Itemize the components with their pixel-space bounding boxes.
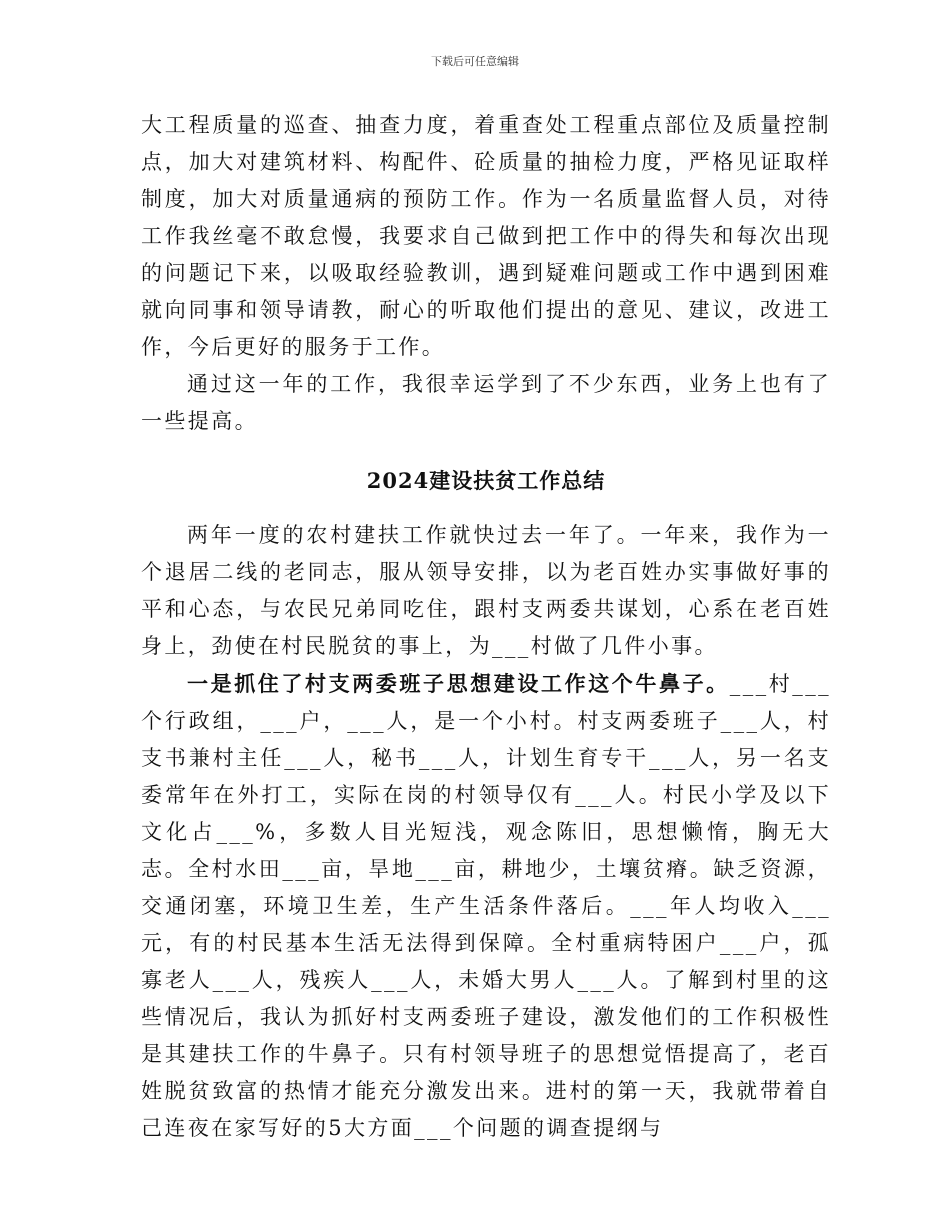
paragraph-intro: 两年一度的农村建扶工作就快过去一年了。一年来，我作为一个退居二线的老同志，服从领导安排，以为老百姓办实事做好事的平和心态，与农民兄弟同吃住，跟村支两委共谋划，心系在老百姓身上，劲使在村民脱贫的事上，为___村做了几件小事。 [141, 523, 831, 658]
section-title: 2024建设扶贫工作总结 [366, 468, 606, 493]
point-one-lead: 一是抓住了村支两委班子思想建设工作这个牛鼻子。 [187, 671, 730, 696]
page-header: 下载后可任意编辑 [431, 55, 519, 68]
document-body [141, 107, 831, 1147]
point-one-body: ___村___个行政组，___户，___人，是一个小村。村支两委班子___人，村支书兼村主任___人，秘书___人，计划生育专干___人，另一名支委常年在外打工，实际在岗的村领导仅有___人。村民小学及以下文化占___%，多数人目光短浅，观念陈旧，思想懒惰，胸无大志。全村水田___亩，旱地___亩，耕地少，土壤贫瘠。缺乏资源，交通闭塞，环境卫生差，生产生活条件落后。___年人均收入___元，有的村民基本生活无法得到保障。全村重病特困户___户，孤寡老人___人，残疾人___人，未婚大男人___人。了解到村里的这些情况后，我认为抓好村支两委班子建设，激发他们的工作积极性是其建扶工作的牛鼻子。只有村领导班子的思想觉悟提高了，老百姓脱贫致富的热情才能充分激发出来。进村的第一天，我就带着自己连夜在家写好的5大方面___个问题的调查提纲与 [141, 672, 831, 1140]
paragraph-point-one [141, 665, 831, 1147]
paragraph-year-summary: 通过这一年的工作，我很幸运学到了不少东西，业务上也有了一些提高。 [141, 372, 831, 433]
paragraph-quality-supervision: 大工程质量的巡查、抽查力度，着重查处工程重点部位及质量控制点，加大对建筑材料、构配件、砼质量的抽检力度，严格见证取样制度，加大对质量通病的预防工作。作为一名质量监督人员，对待工作我丝毫不敢怠慢，我要求自己做到把工作中的得失和每次出现的问题记下来，以吸取经验教训，遇到疑难问题或工作中遇到困难就向同事和领导请教，耐心的听取他们提出的意见、建议，改进工作，今后更好的服务于工作。 [141, 113, 831, 359]
